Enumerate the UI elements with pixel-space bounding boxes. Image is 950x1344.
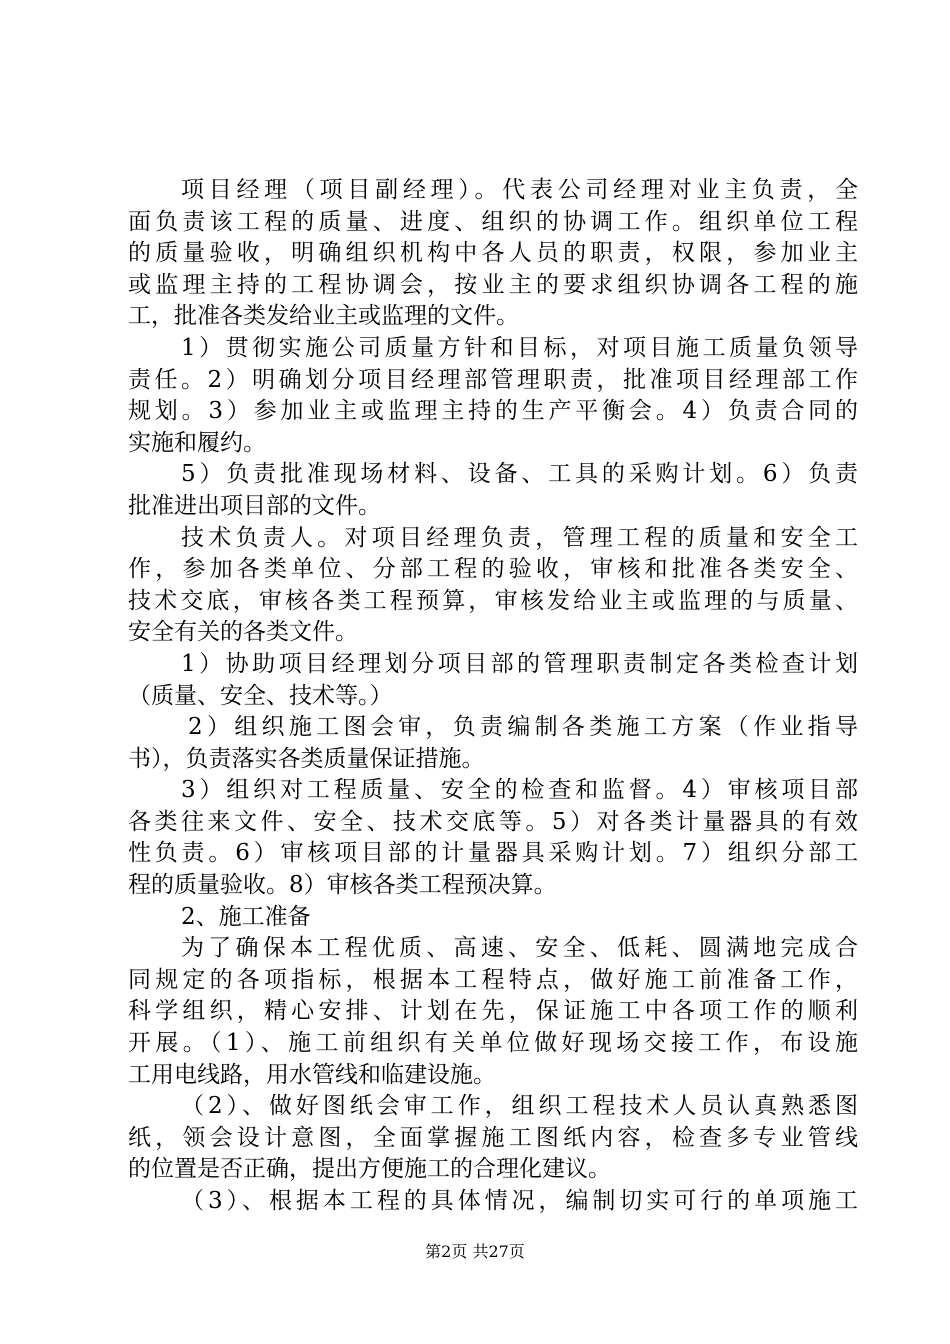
text-line: （质量、安全、技术等。） xyxy=(128,682,393,709)
text-line: 书），负责落实各类质量保证措施。 xyxy=(128,745,485,772)
text-line: 同规定的各项指标，根据本工程特点，做好施工前准备工作， xyxy=(128,966,858,993)
text-line: 工，批准各类发给业主或监理的文件。 xyxy=(128,303,519,330)
body-text xyxy=(128,175,858,1218)
text-line: 性负责。6）审核项目部的计量器具采购计划。7）组织分部工 xyxy=(128,840,858,867)
text-line: 1）贯彻实施公司质量方针和目标，对项目施工质量负领导 xyxy=(181,334,858,361)
text-line: 开展。（1）、施工前组织有关单位做好现场交接工作，布设施 xyxy=(128,1030,858,1057)
text-line: 工用电线路，用水管线和临建设施。 xyxy=(128,1061,496,1088)
text-line: 为了确保本工程优质、高速、安全、低耗、圆满地完成合 xyxy=(181,935,858,962)
text-line: （2）、做好图纸会审工作，组织工程技术人员认真熟悉图 xyxy=(181,1093,858,1120)
text-line: 纸，领会设计意图，全面掌握施工图纸内容，检查多专业管线 xyxy=(128,1124,858,1151)
text-line: 责任。2）明确划分项目经理部管理职责，批准项目经理部工作 xyxy=(128,366,858,393)
text-line: 批准进出项目部的文件。 xyxy=(128,492,381,519)
text-line: 规划。3）参加业主或监理主持的生产平衡会。4）负责合同的 xyxy=(128,398,858,425)
page-number: 第2页 共27页 xyxy=(425,1242,525,1261)
text-line: 安全有关的各类文件。 xyxy=(128,619,358,646)
text-line: 的质量验收，明确组织机构中各人员的职责，权限，参加业主 xyxy=(128,240,858,267)
text-line: 项目经理（项目副经理）。代表公司经理对业主负责，全 xyxy=(181,177,858,203)
text-line: 的位置是否正确，提出方便施工的合理化建议。 xyxy=(128,1156,611,1183)
text-line: 1）协助项目经理划分项目部的管理职责制定各类检查计划 xyxy=(181,650,858,677)
text-line: 2）组织施工图会审，负责编制各类施工方案（作业指导 xyxy=(188,714,858,741)
text-line: 实施和履约。 xyxy=(128,429,266,456)
text-line: 或监理主持的工程协调会，按业主的要求组织协调各工程的施 xyxy=(128,271,858,298)
text-line: 各类往来文件、安全、技术交底等。5）对各类计量器具的有效 xyxy=(128,808,858,835)
text-line: 作，参加各类单位、分部工程的验收，审核和批准各类安全、 xyxy=(128,556,858,583)
text-line: 程的质量验收。8）审核各类工程预决算。 xyxy=(128,872,557,899)
section-heading: 2、施工准备 xyxy=(181,903,311,930)
text-line: 科学组织，精心安排、计划在先，保证施工中各项工作的顺利 xyxy=(128,998,858,1025)
text-line: （3）、根据本工程的具体情况，编制切实可行的单项施工 xyxy=(181,1188,858,1214)
text-line: 技术负责人。对项目经理负责，管理工程的质量和安全工 xyxy=(181,524,858,551)
text-line: 3）组织对工程质量、安全的检查和监督。4）审核项目部 xyxy=(181,777,858,804)
text-line: 面负责该工程的质量、进度、组织的协调工作。组织单位工程 xyxy=(128,208,858,235)
text-line: 5）负责批准现场材料、设备、工具的采购计划。6）负责 xyxy=(181,461,858,488)
text-line: 技术交底，审核各类工程预算，审核发给业主或监理的与质量、 xyxy=(128,587,858,614)
